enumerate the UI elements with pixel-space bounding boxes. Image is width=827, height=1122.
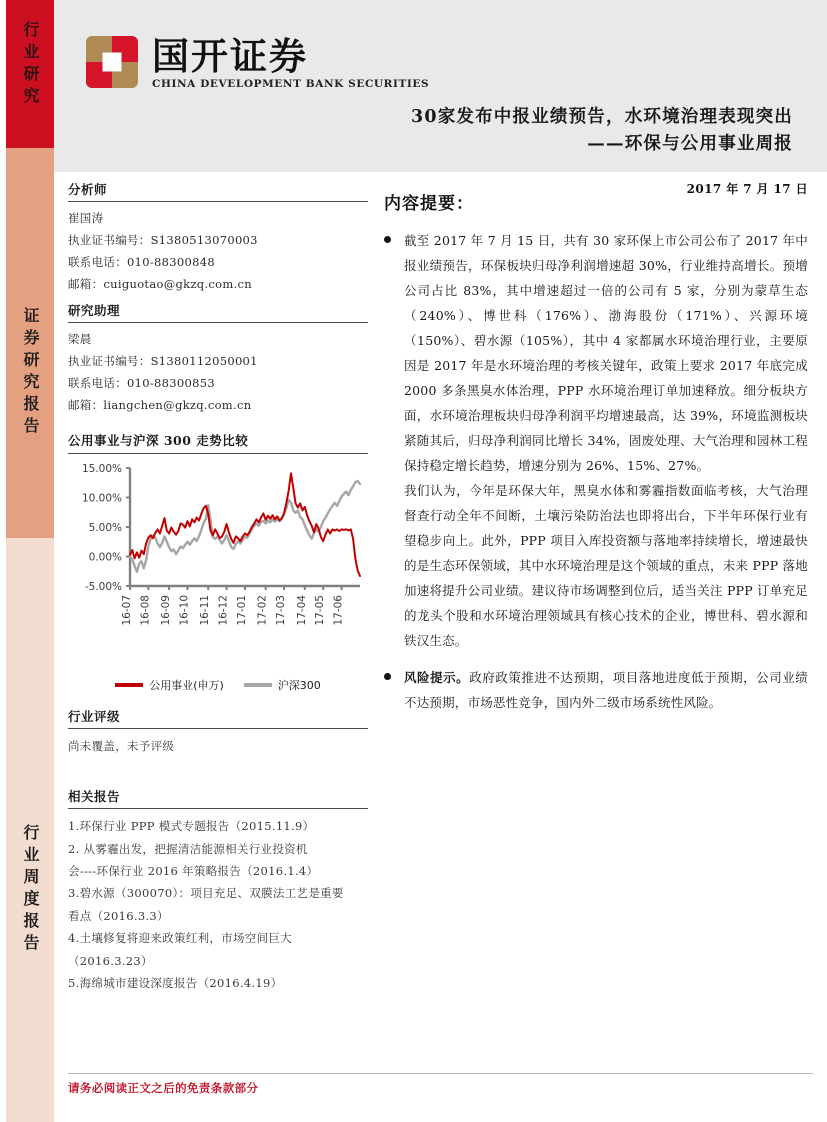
report-footer (54, 1073, 827, 1096)
legend-swatch-utilities (115, 683, 143, 687)
bullet-paragraph-body: 政府政策推进不达预期，项目落地进度低于预期，公司业绩不达预期，市场恶性竞争，国内外二级市场系统性风险。 (404, 670, 808, 710)
chart-y-tick-label: 0.00% (88, 551, 122, 564)
sidebar-band-label: 行业研究 (21, 21, 40, 109)
chart-y-tick-label: 5.00% (88, 521, 122, 534)
chart-x-tick-label: 16-12 (217, 594, 230, 626)
chart-x-tick-label: 17-02 (256, 594, 269, 626)
bullet-paragraph (404, 665, 808, 715)
chart-x-tick-label: 17-04 (295, 594, 308, 626)
bullet-text (404, 228, 808, 653)
analyst-license: 执业证书编号：S1380513070003 (68, 232, 258, 247)
chart-y-tick-label: 15.00% (81, 462, 122, 475)
assistant-section-divider (68, 322, 368, 323)
legend-label-utilities: 公用事业(申万) (149, 678, 224, 692)
chart-svg (68, 460, 368, 650)
related-report-item[interactable]: 5.海绵城市建设深度报告（2016.4.19） (68, 976, 283, 991)
chart-x-tick-label: 17-03 (275, 594, 288, 626)
summary-bullet (384, 665, 808, 715)
page-subtitle: ——环保与公用事业周报 (587, 134, 793, 155)
footer-divider (68, 1073, 813, 1074)
chart-x-tick-label: 16-08 (139, 594, 152, 626)
bullet-lead-label: 风险提示。 (404, 670, 470, 685)
analyst-email: 邮箱：cuiguotao@gkzq.com.cn (68, 276, 252, 291)
assistant-name: 梁晨 (68, 332, 92, 347)
sidebar-band-securities-research-report (6, 148, 54, 538)
related-reports-divider (68, 808, 368, 809)
related-reports-heading: 相关报告 (68, 789, 121, 805)
report-header (54, 0, 827, 172)
related-report-item[interactable]: （2016.3.23） (68, 953, 153, 968)
main-content-column (384, 180, 808, 727)
assistant-license: 执业证书编号：S1380112050001 (68, 354, 258, 369)
analyst-section-heading: 分析师 (68, 182, 108, 197)
summary-bullet (384, 228, 808, 653)
logo-text-group (152, 36, 429, 90)
analyst-section-divider (68, 201, 368, 202)
bullet-text (404, 665, 808, 715)
analyst-phone: 联系电话：010-88300848 (68, 254, 215, 269)
chart-y-tick-label: -5.00% (84, 580, 122, 593)
sidebar-band-label: 证券研究报告 (21, 307, 40, 439)
bullet-paragraph: 截至 2017 年 7 月 15 日，共有 30 家环保上市公司公布了 2017 年中报业绩预告，环保板块归母净利润增速超 30%，行业维持高增长。预增公司占比 83%，其中增速超过一倍的公司有 5 家，分别为蒙草生态（240%）、博世科（176%）、渤海股份（171%）、兴源环境（150%）、碧水源（105%），其中 4 家都属水环境治理行业，主要原因是 2017 年是水环境治理的考核关键年，政策上要求 2017 年底完成 2000 多条黑臭水体治理，PPP 水环境治理订单加速释放。细分板块方面，水环境治理板块归母净利润平均增速最高，达 39%，环境监测板块紧随其后，归母净利润同比增长 34%，固废处理、大气治理和园林工程保持稳定增长趋势，增速分别为 26%、15%、27%。 (404, 233, 808, 473)
chart-plot-area (68, 460, 368, 675)
legend-item-utilities (115, 677, 224, 693)
chart-x-tick-label: 16-07 (121, 594, 133, 626)
vertical-sidebar (6, 0, 54, 1122)
chart-x-tick-label: 17-01 (236, 594, 248, 626)
company-logo (86, 36, 429, 90)
sidebar-band-industry-weekly-report (6, 538, 54, 1122)
page-title: 30家发布中报业绩预告，水环境治理表现突出 (410, 107, 793, 127)
chart-x-tick-label: 16-09 (160, 594, 173, 626)
sidebar-band-label: 行业周度报告 (21, 824, 40, 956)
chart-y-tick-label: 10.00% (81, 492, 122, 505)
bullet-dot-icon (384, 673, 391, 680)
bullet-paragraph: 我们认为，今年是环保大年，黑臭水体和雾霾指数面临考核，大气治理督查行动全年不间断，土壤污染防治法也即将出台，下半年环保行业有望稳步向上。此外，PPP 项目入库投资额与落地率持续增长，增速最快的是生态环保领域，其中水环境治理是这个领域的重点，未来 PPP 落地加速将提升公司业绩。建议待市场调整到位后，适当关注 PPP 订单充足的龙头个股和水环境治理领域具有核心技术的企业，博世科、碧水源和铁汉生态。 (404, 483, 808, 648)
report-body (54, 172, 827, 1072)
related-report-item[interactable]: 2. 从雾霾出发，把握清洁能源相关行业投资机 (68, 841, 308, 856)
chart-title-divider (68, 453, 368, 454)
logo-english-name: CHINA DEVELOPMENT BANK SECURITIES (152, 77, 430, 90)
summary-bullets (384, 228, 808, 715)
assistant-phone: 联系电话：010-88300853 (68, 376, 215, 391)
assistant-section-heading: 研究助理 (68, 303, 121, 319)
related-report-item[interactable]: 3.碧水源（300070）：项目充足、双膜法工艺是重要 (68, 886, 344, 901)
chart-series-line (130, 481, 360, 572)
left-info-column (68, 180, 368, 995)
report-title-block (173, 104, 793, 158)
bullet-dot-icon (384, 236, 391, 243)
rating-value: 尚未覆盖，未予评级 (68, 738, 175, 753)
chart-legend (68, 677, 368, 693)
assistant-email: 邮箱：liangchen@gkzq.com.cn (68, 397, 252, 412)
related-report-item[interactable]: 4.土壤修复将迎来政策红利，市场空间巨大 (68, 931, 292, 946)
chart-x-tick-label: 16-11 (199, 594, 212, 626)
related-reports-list (68, 815, 368, 994)
chart-x-tick-label: 17-06 (332, 594, 345, 626)
summary-heading: 内容提要： (384, 194, 474, 214)
analyst-name: 崔国涛 (68, 211, 104, 225)
chart-series-line (130, 473, 360, 576)
logo-mark-icon (86, 36, 138, 88)
legend-swatch-csi300 (244, 683, 272, 687)
chart-title: 公用事业与沪深 300 走势比较 (68, 432, 249, 448)
chart-x-tick-label: 17-05 (314, 594, 327, 626)
trend-comparison-chart (68, 431, 368, 693)
report-date: 2017 年 7 月 17 日 (686, 182, 808, 196)
legend-label-csi300: 沪深300 (277, 678, 321, 692)
rating-section-heading: 行业评级 (68, 708, 121, 724)
related-report-item[interactable]: 看点（2016.3.3） (68, 908, 169, 923)
related-report-item[interactable]: 会----环保行业 2016 年策略报告（2016.1.4） (68, 864, 319, 879)
logo-chinese-name: 国开证券 (152, 34, 308, 78)
logo-center-square (103, 53, 122, 72)
chart-x-tick-label: 16-10 (178, 594, 191, 626)
rating-section-divider (68, 728, 368, 729)
legend-item-csi300 (244, 677, 321, 693)
sidebar-band-industry-research (6, 0, 54, 148)
footer-disclaimer: 请务必阅读正文之后的免责条款部分 (68, 1081, 259, 1095)
related-report-item[interactable]: 1.环保行业 PPP 模式专题报告（2015.11.9） (68, 819, 315, 834)
